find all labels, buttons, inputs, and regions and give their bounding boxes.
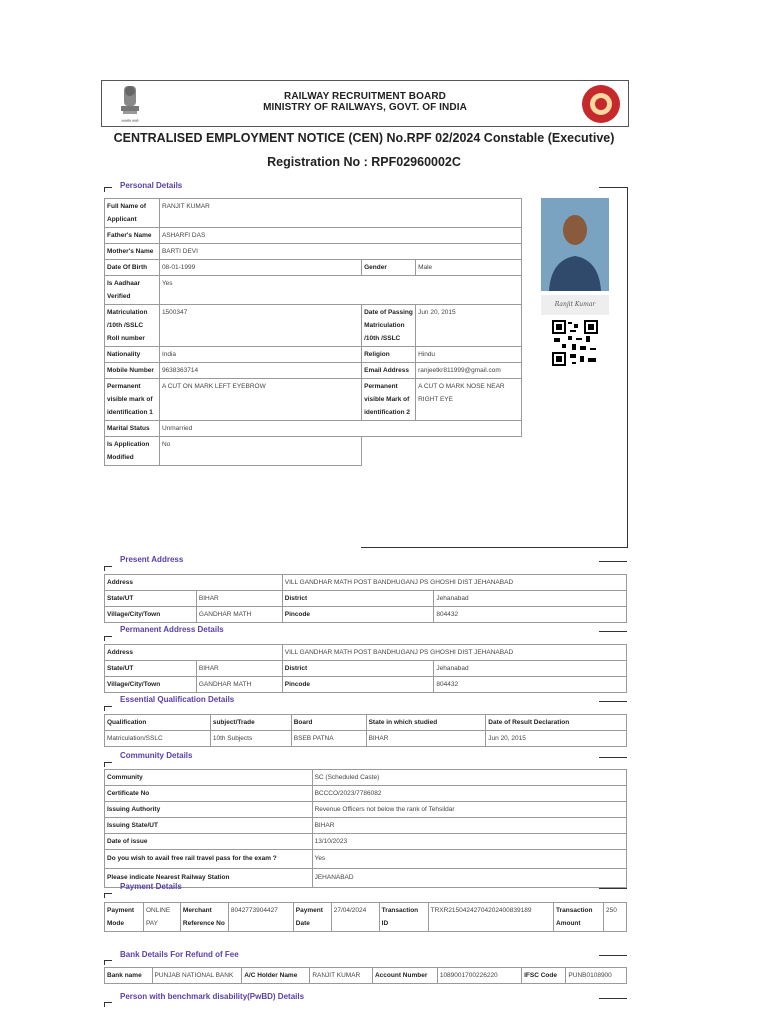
notice-title: CENTRALISED EMPLOYMENT NOTICE (CEN) No.RPF 02/2024 Constable (Executive) bbox=[113, 131, 615, 145]
address-value: VILL GANDHAR MATH POST BANDHUGANJ PS GHOSHI DIST JEHANABAD bbox=[282, 645, 626, 661]
gender-label: Gender bbox=[362, 260, 416, 276]
table-row bbox=[105, 607, 627, 623]
certificate-label: Certificate No bbox=[105, 786, 313, 802]
table-row bbox=[105, 818, 627, 834]
table-row bbox=[105, 244, 522, 260]
registration-number: Registration No : RPF02960002C bbox=[267, 155, 461, 169]
issuing-state-value: BIHAR bbox=[312, 818, 626, 834]
table-row bbox=[105, 347, 522, 363]
matric-value: 1500347 bbox=[159, 305, 361, 347]
section-bracket bbox=[104, 706, 112, 707]
railway-station-label: Please indicate Nearest Railway Station bbox=[105, 869, 313, 888]
table-row bbox=[105, 305, 522, 347]
payment-date-label: Payment Date bbox=[293, 903, 331, 932]
village-value: GANDHAR MATH bbox=[196, 677, 282, 693]
full-name-label: Full Name of Applicant bbox=[105, 199, 160, 228]
section-title-qualification: Essential Qualification Details bbox=[120, 695, 235, 704]
table-cell: Matriculation/SSLC bbox=[105, 731, 211, 747]
table-cell: 10th Subjects bbox=[210, 731, 291, 747]
table-row bbox=[105, 379, 522, 421]
state-label: State/UT bbox=[105, 591, 197, 607]
payment-date-value: 27/04/2024 bbox=[331, 903, 379, 932]
ifsc-value: PUNB0108900 bbox=[566, 968, 627, 984]
transaction-id-label: Transaction ID bbox=[379, 903, 428, 932]
community-value: SC (Scheduled Caste) bbox=[312, 770, 626, 786]
rail-pass-value: Yes bbox=[312, 850, 626, 869]
table-row bbox=[105, 591, 627, 607]
emblem-caption: सत्यमेव जयते bbox=[121, 119, 139, 123]
section-bracket bbox=[599, 757, 627, 758]
ministry-name: MINISTRY OF RAILWAYS, GOVT. OF INDIA bbox=[263, 102, 467, 113]
account-number-value: 1089001700226220 bbox=[437, 968, 521, 984]
section-title-present-address: Present Address bbox=[120, 555, 184, 564]
table-cell: BSEB PATNA bbox=[291, 731, 366, 747]
section-title-bank: Bank Details For Refund of Fee bbox=[120, 950, 239, 959]
holder-value: RANJIT KUMAR bbox=[310, 968, 373, 984]
table-row bbox=[105, 276, 522, 305]
section-bracket bbox=[599, 187, 627, 188]
dob-label: Date Of Birth bbox=[105, 260, 160, 276]
matric-label: Matriculation /10th /SSLC Roll number bbox=[105, 305, 160, 347]
qualification-table bbox=[104, 714, 627, 747]
email-value: ranjeetkr811999@gmail.com bbox=[416, 363, 522, 379]
section-bracket bbox=[104, 762, 112, 763]
table-row bbox=[105, 968, 627, 984]
section-title-permanent-address: Permanent Address Details bbox=[120, 625, 224, 634]
table-row bbox=[105, 786, 627, 802]
board-name: RAILWAY RECRUITMENT BOARD bbox=[284, 91, 446, 102]
transaction-id-value: TRXR2150424270420240083918​9 bbox=[428, 903, 553, 932]
table-header-row bbox=[105, 715, 627, 731]
modified-label: Is Application Modified bbox=[105, 437, 160, 466]
section-bracket bbox=[599, 561, 627, 562]
bank-name-value: PUNJAB NATIONAL BANK bbox=[152, 968, 242, 984]
section-bracket bbox=[104, 566, 112, 567]
table-row bbox=[105, 260, 522, 276]
section-bracket bbox=[599, 631, 627, 632]
merchant-label: Merchant Reference No bbox=[180, 903, 228, 932]
section-bracket bbox=[104, 636, 112, 637]
address-label: Address bbox=[105, 575, 283, 591]
section-bracket bbox=[104, 1002, 112, 1003]
certificate-value: BCCCO/2023/7786082 bbox=[312, 786, 626, 802]
account-number-label: Account Number bbox=[372, 968, 437, 984]
section-bracket bbox=[104, 960, 112, 961]
amount-value: 250 bbox=[603, 903, 626, 932]
matric-date-value: Jun 20, 2015 bbox=[416, 305, 522, 347]
aadhaar-label: Is Aadhaar Verified bbox=[105, 276, 160, 305]
religion-value: Hindu bbox=[416, 347, 522, 363]
qr-code-icon bbox=[552, 320, 598, 366]
state-label: State/UT bbox=[105, 661, 197, 677]
village-label: Village/City/Town bbox=[105, 607, 197, 623]
gender-value: Male bbox=[416, 260, 522, 276]
section-bracket bbox=[599, 998, 627, 999]
table-row bbox=[105, 677, 627, 693]
payment-table bbox=[104, 902, 627, 932]
father-value: ASHARFI DAS bbox=[159, 228, 521, 244]
section-border bbox=[361, 547, 627, 548]
address-value: VILL GANDHAR MATH POST BANDHUGANJ PS GHOSHI DIST JEHANABAD bbox=[282, 575, 626, 591]
issue-date-value: 13/10/2023 bbox=[312, 834, 626, 850]
district-label: District bbox=[282, 591, 434, 607]
father-label: Father's Name bbox=[105, 228, 160, 244]
district-value: Jehanabad bbox=[434, 591, 627, 607]
address-label: Address bbox=[105, 645, 283, 661]
section-bracket bbox=[599, 955, 627, 956]
applicant-signature: Ranjit Kumar bbox=[541, 295, 609, 315]
railway-station-value: JEHANABAD bbox=[312, 869, 626, 888]
railway-logo-icon bbox=[581, 84, 621, 124]
column-header: State in which studied bbox=[366, 715, 486, 731]
authority-value: Revenue Officers not below the rank of Tehsildar bbox=[312, 802, 626, 818]
table-cell: Jun 20, 2015 bbox=[486, 731, 627, 747]
authority-label: Issuing Authority bbox=[105, 802, 313, 818]
community-table bbox=[104, 769, 627, 888]
table-row bbox=[105, 834, 627, 850]
section-title-personal: Personal Details bbox=[120, 181, 183, 190]
column-header: subject/Trade bbox=[210, 715, 291, 731]
empty-cell bbox=[362, 437, 522, 466]
nationality-label: Nationality bbox=[105, 347, 160, 363]
table-row bbox=[105, 575, 627, 591]
state-value: BIHAR bbox=[196, 661, 282, 677]
table-row bbox=[105, 228, 522, 244]
mark2-label: Permanent visible Mark of identification 2 bbox=[362, 379, 416, 421]
district-label: District bbox=[282, 661, 434, 677]
table-row bbox=[105, 731, 627, 747]
table-row bbox=[105, 421, 522, 437]
section-border bbox=[627, 187, 628, 548]
mark1-label: Permanent visible mark of identification 1 bbox=[105, 379, 160, 421]
modified-value: No bbox=[159, 437, 361, 466]
section-bracket bbox=[599, 888, 627, 889]
mark1-value: A CUT ON MARK LEFT EYEBROW bbox=[159, 379, 361, 421]
table-row bbox=[105, 903, 627, 932]
amount-label: Transaction Amount bbox=[554, 903, 604, 932]
nationality-value: India bbox=[159, 347, 361, 363]
table-row bbox=[105, 199, 522, 228]
personal-table bbox=[104, 198, 522, 466]
pincode-value: 804432 bbox=[434, 607, 627, 623]
payment-mode-value: ONLINE PAY bbox=[143, 903, 180, 932]
section-bracket bbox=[104, 187, 112, 188]
holder-label: A/C Holder Name bbox=[242, 968, 310, 984]
community-label: Community bbox=[105, 770, 313, 786]
column-header: Qualification bbox=[105, 715, 211, 731]
table-row bbox=[105, 850, 627, 869]
ifsc-label: IFSC Code bbox=[522, 968, 566, 984]
aadhaar-value: Yes bbox=[159, 276, 521, 305]
applicant-photo bbox=[541, 198, 609, 291]
table-row bbox=[105, 363, 522, 379]
mobile-label: Mobile Number bbox=[105, 363, 160, 379]
mobile-value: 9638363714 bbox=[159, 363, 361, 379]
state-value: BIHAR bbox=[196, 591, 282, 607]
section-title-community: Community Details bbox=[120, 751, 193, 760]
village-label: Village/City/Town bbox=[105, 677, 197, 693]
rail-pass-label: Do you wish to avail free rail travel pass for the exam ? bbox=[105, 850, 313, 869]
table-row bbox=[105, 645, 627, 661]
issuing-state-label: Issuing State/UT bbox=[105, 818, 313, 834]
column-header: Date of Result Declaration bbox=[486, 715, 627, 731]
section-bracket bbox=[599, 701, 627, 702]
district-value: Jehanabad bbox=[434, 661, 627, 677]
table-row bbox=[105, 770, 627, 786]
payment-mode-label: Payment Mode bbox=[105, 903, 144, 932]
permanent-address-table bbox=[104, 644, 627, 693]
email-label: Email Address bbox=[362, 363, 416, 379]
full-name-value: RANJIT KUMAR bbox=[159, 199, 521, 228]
section-title-pwbd: Person with benchmark disability(PwBD) Details bbox=[120, 992, 305, 1001]
table-row bbox=[105, 869, 627, 888]
dob-value: 08-01-1999 bbox=[159, 260, 361, 276]
section-title-payment: Payment Details bbox=[120, 882, 182, 891]
board-title bbox=[101, 91, 629, 113]
religion-label: Religion bbox=[362, 347, 416, 363]
merchant-value: 8042773904427 bbox=[228, 903, 293, 932]
table-row bbox=[105, 661, 627, 677]
matric-date-label: Date of Passing Matriculation /10th /SSLC bbox=[362, 305, 416, 347]
bank-name-label: Bank name bbox=[105, 968, 153, 984]
marital-label: Marital Status bbox=[105, 421, 160, 437]
pincode-value: 804432 bbox=[434, 677, 627, 693]
marital-value: Unmarried bbox=[159, 421, 521, 437]
mark2-value: A CUT O MARK NOSE NEAR RIGHT EYE bbox=[416, 379, 522, 421]
bank-table bbox=[104, 967, 627, 984]
village-value: GANDHAR MATH bbox=[196, 607, 282, 623]
mother-value: BARTI DEVI bbox=[159, 244, 521, 260]
column-header: Board bbox=[291, 715, 366, 731]
issue-date-label: Date of issue bbox=[105, 834, 313, 850]
mother-label: Mother's Name bbox=[105, 244, 160, 260]
pincode-label: Pincode bbox=[282, 677, 434, 693]
section-bracket bbox=[104, 893, 112, 894]
table-row bbox=[105, 802, 627, 818]
pincode-label: Pincode bbox=[282, 607, 434, 623]
table-cell: BIHAR bbox=[366, 731, 486, 747]
present-address-table bbox=[104, 574, 627, 623]
table-row bbox=[105, 437, 522, 466]
